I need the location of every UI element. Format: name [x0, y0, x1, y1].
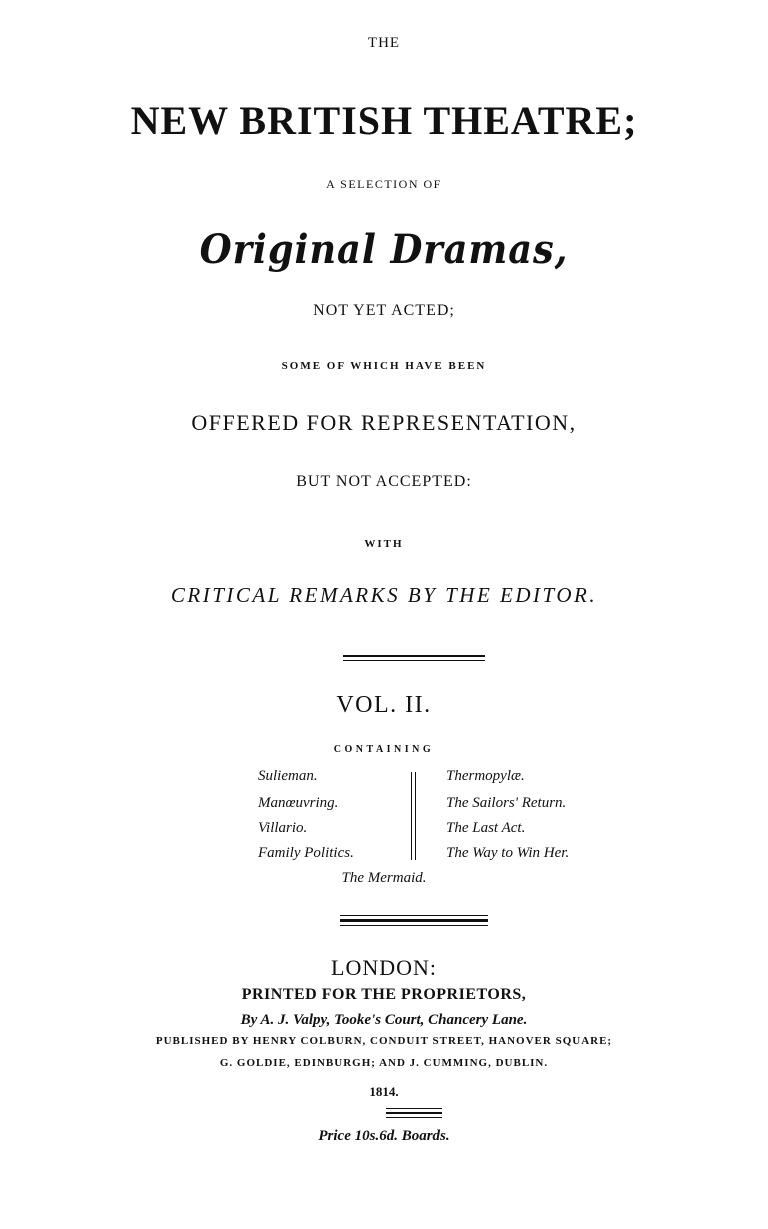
play-left-3: Villario.: [258, 820, 308, 836]
published-by-line: PUBLISHED BY HENRY COLBURN, CONDUIT STREET, HANOVER SQUARE;: [155, 1035, 613, 1047]
play-left-1: Sulieman.: [258, 768, 318, 784]
the-heading: THE: [367, 35, 401, 51]
original-dramas-heading: Original Dramas,: [199, 226, 569, 273]
not-yet-acted-line: NOT YET ACTED;: [313, 302, 455, 319]
year-line: 1814.: [369, 1084, 399, 1099]
price-line: Price 10s.6d. Boards.: [318, 1128, 450, 1144]
play-left-2: Manœuvring.: [258, 795, 339, 811]
play-right-1: Thermopylæ.: [446, 768, 525, 784]
some-which-line: SOME OF WHICH HAVE BEEN: [281, 360, 487, 372]
small-rule-bottom: [386, 1117, 442, 1118]
with-line: WITH: [364, 538, 404, 550]
subtitle: A SELECTION OF: [326, 177, 442, 191]
column-divider-left: [411, 772, 412, 860]
triple-rule-middle: [340, 919, 488, 922]
play-right-4: The Way to Win Her.: [446, 845, 570, 861]
distributors-line: G. GOLDIE, EDINBURGH; AND J. CUMMING, DUBLIN.: [219, 1057, 549, 1069]
city-line: LONDON:: [331, 955, 437, 980]
play-center: The Mermaid.: [341, 870, 427, 886]
double-rule-top: [343, 655, 485, 657]
printer-line: By A. J. Valpy, Tooke's Court, Chancery Lane.: [240, 1012, 528, 1028]
triple-rule-bottom: [340, 925, 488, 926]
offered-line: OFFERED FOR REPRESENTATION,: [191, 410, 577, 435]
not-accepted-line: BUT NOT ACCEPTED:: [296, 473, 472, 490]
play-left-4: Family Politics.: [258, 845, 354, 861]
small-rule-middle: [386, 1112, 442, 1114]
containing-label: CONTAINING: [333, 744, 435, 755]
printed-for-line: PRINTED FOR THE PROPRIETORS,: [241, 986, 527, 1003]
double-rule-bottom: [343, 660, 485, 661]
main-title: NEW BRITISH THEATRE;: [130, 98, 638, 143]
triple-rule-top: [340, 915, 488, 916]
small-rule-top: [386, 1108, 442, 1109]
play-right-3: The Last Act.: [446, 820, 526, 836]
volume-label: VOL. II.: [336, 692, 432, 718]
play-right-2: The Sailors' Return.: [446, 795, 567, 811]
column-divider-right: [415, 772, 416, 860]
critical-remarks-line: CRITICAL REMARKS BY THE EDITOR.: [170, 583, 598, 607]
